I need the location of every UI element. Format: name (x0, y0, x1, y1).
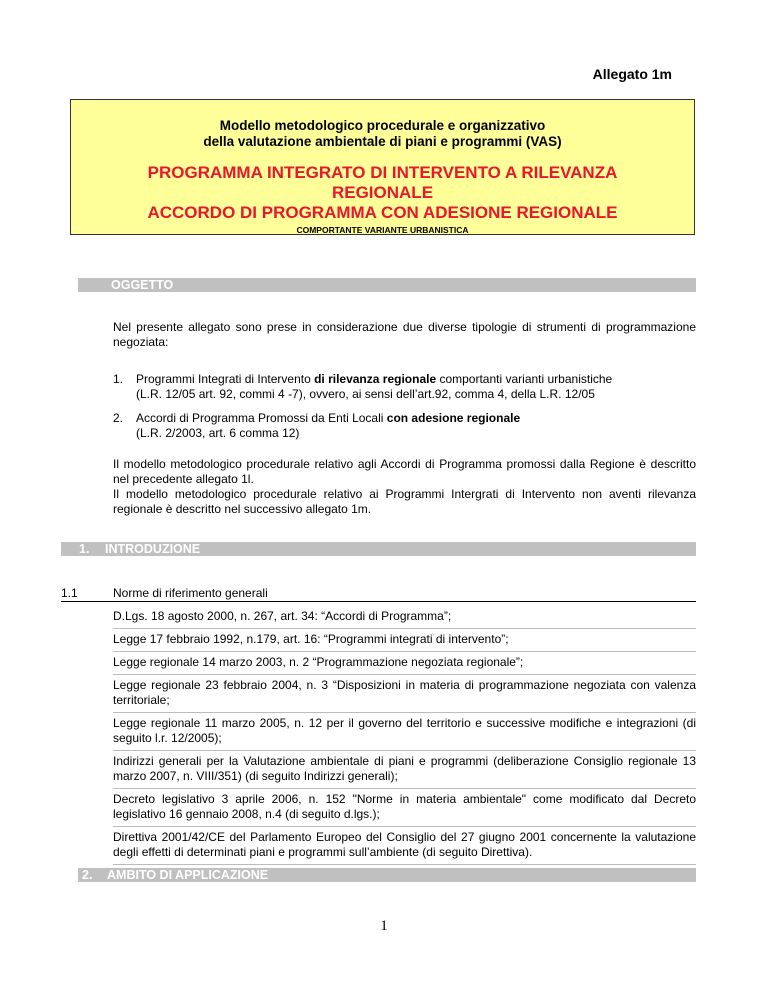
section-heading-ambito (78, 868, 696, 882)
list-item-text-part: Accordi di Programma Promossi da Enti Locali (136, 411, 387, 425)
subtitle-line-1: Modello metodologico procedurale e organizzativo (219, 118, 546, 133)
list-item-bold: con adesione regionale (386, 411, 521, 425)
reference-item: Direttiva 2001/42/CE del Parlamento Europeo del Consiglio del 27 giugno 2001 concernente la valutazione degli effetti di determinati piani e programmi sull’ambiente (di seguito Direttiva). (113, 827, 696, 865)
reference-item: D.Lgs. 18 agosto 2000, n. 267, art. 34: “Accordi di Programma”; (113, 606, 696, 629)
list-item-text-part: Programmi Integrati di Intervento (136, 372, 315, 386)
list-item-text (136, 411, 520, 441)
reference-item: Legge regionale 11 marzo 2005, n. 12 per il governo del territorio e successive modifiche e integrazioni (di seguito l.r. 12/2005); (113, 713, 696, 751)
document-subtitle (71, 118, 694, 150)
section-heading-introduzione (61, 542, 696, 556)
title-line-2: REGIONALE (331, 183, 434, 202)
section-number: 1. (79, 542, 90, 556)
title-line-1: PROGRAMMA INTEGRATO DI INTERVENTO A RILEVANZA (147, 163, 618, 182)
subsection-number: 1.1 (61, 586, 78, 600)
list-item-number: 2. (113, 411, 124, 425)
list-item-text-line2: (L.R. 2/2003, art. 6 comma 12) (136, 426, 300, 440)
section-heading-label: AMBITO DI APPLICAZIONE (107, 868, 269, 882)
title-note: COMPORTANTE VARIANTE URBANISTICA (296, 225, 469, 235)
title-line-3: ACCORDO DI PROGRAMMA CON ADESIONE REGIONALE (147, 203, 618, 222)
subtitle-line-2: della valutazione ambientale di piani e programmi (VAS) (203, 134, 562, 149)
section-number: 2. (82, 868, 93, 882)
reference-item: Indirizzi generali per la Valutazione ambientale di piani e programmi (deliberazione Consiglio regionale 13 marzo 2007, n. VIII/351) (di seguito Indirizzi generali); (113, 751, 696, 789)
page-number: 1 (380, 918, 388, 934)
oggetto-intro: Nel presente allegato sono prese in considerazione due diverse tipologie di strumenti di programmazione negoziata: (113, 320, 696, 349)
subsection-title: Norme di riferimento generali (113, 586, 268, 600)
subsection-heading (61, 586, 696, 602)
list-item-bold: di rilevanza regionale (314, 372, 437, 386)
section-heading-label: OGGETTO (111, 278, 174, 292)
references-list (113, 606, 696, 865)
reference-item: Legge 17 febbraio 1992, n.179, art. 16: “Programmi integrati di intervento”; (113, 629, 696, 652)
reference-item: Decreto legislativo 3 aprile 2006, n. 152 "Norme in materia ambientale" come modificato dal Decreto legislativo 16 gennaio 2008, n.4 (di seguito d.lgs.); (113, 789, 696, 827)
list-item-text-part: comportanti varianti urbanistiche (436, 372, 613, 386)
document-title (71, 163, 694, 223)
reference-item: Legge regionale 23 febbraio 2004, n. 3 “Disposizioni in materia di programmazione negoziata con valenza territoriale; (113, 675, 696, 713)
title-box (70, 99, 695, 235)
section-heading-label: INTRODUZIONE (105, 542, 201, 556)
oggetto-closing (113, 457, 696, 517)
reference-item: Legge regionale 14 marzo 2003, n. 2 “Programmazione negoziata regionale”; (113, 652, 696, 675)
oggetto-closing-1: Il modello metodologico procedurale relativo agli Accordi di Programma promossi dalla Regione è descritto nel precedente allegato 1l. (113, 457, 696, 486)
list-item-text (136, 372, 612, 402)
section-heading-oggetto (78, 278, 696, 292)
allegato-label: Allegato 1m (592, 66, 672, 82)
list-item-number: 1. (113, 372, 124, 386)
list-item-text-line2: (L.R. 12/05 art. 92, commi 4 -7), ovvero, ai sensi dell’art.92, comma 4, della L.R. 12/05 (136, 387, 595, 401)
oggetto-closing-2: Il modello metodologico procedurale relativo ai Programmi Intergrati di Intervento non aventi rilevanza regionale è descritto nel successivo allegato 1m. (113, 487, 696, 516)
